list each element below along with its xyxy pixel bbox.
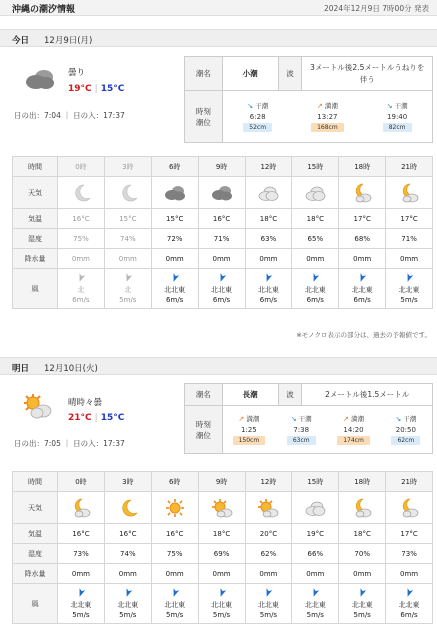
temperature-cell: 16°C [58, 524, 105, 544]
tide-event [380, 413, 432, 446]
wind-speed: 5m/s [353, 610, 371, 619]
tide-type: 満潮 [324, 102, 338, 110]
hour-cell: 15時 [292, 157, 339, 177]
issued-time: 2024年12月9日 7時00分 発表 [324, 4, 429, 13]
wind-cell [245, 584, 292, 624]
row-label: 降水量 [13, 564, 58, 584]
wind-direction-icon [76, 273, 86, 283]
precipitation-cell: 0mm [198, 564, 245, 584]
tide-type: 干潮 [298, 415, 312, 423]
temp-separator: | [94, 413, 98, 423]
row-label: 風 [13, 269, 58, 309]
weather-name: 晴時々曇 [68, 398, 103, 408]
moon-cloud-icon [398, 183, 420, 203]
hour-cell: 12時 [245, 157, 292, 177]
wind-direction: 北北東 [117, 600, 139, 609]
wind-speed: 6m/s [400, 610, 418, 619]
wind-cell [104, 584, 151, 624]
row-label: 湿度 [13, 544, 58, 564]
wave-value: 3メートル後2.5メートルうねりを伴う [302, 57, 433, 91]
wind-cell [58, 269, 105, 309]
weather-cell [151, 177, 198, 209]
wind-direction-icon [170, 588, 180, 598]
tide-event [223, 100, 293, 133]
page-title: 沖縄の潮汐情報 [12, 5, 76, 15]
humidity-cell: 71% [198, 229, 245, 249]
wind-cell [198, 269, 245, 309]
moon-cloud-icon [398, 498, 420, 518]
wind-direction-icon [76, 588, 86, 598]
row-label: 気温 [13, 209, 58, 229]
wind-cell [151, 584, 198, 624]
tide-event [293, 100, 363, 133]
wind-direction: 北北東 [211, 285, 233, 294]
weather-cell [58, 492, 105, 524]
sunset: 日の入：17:37 [73, 111, 125, 120]
tide-time: 14:20 [343, 426, 364, 434]
wind-direction: 北北東 [211, 600, 233, 609]
tide-name-label: 潮名 [185, 384, 223, 406]
wind-cell [58, 584, 105, 624]
tide-time: 6:28 [249, 113, 266, 121]
row-label: 時間 [13, 472, 58, 492]
tide-arrow-icon: ↗ [316, 102, 323, 110]
wind-direction: 北北東 [70, 600, 92, 609]
precipitation-cell: 0mm [151, 564, 198, 584]
hour-cell: 3時 [104, 157, 151, 177]
tomorrow-tide-table [184, 383, 433, 454]
wind-speed: 5m/s [119, 295, 137, 304]
wind-direction: 北北東 [164, 600, 186, 609]
tide-level: 52cm [243, 123, 272, 132]
tide-level: 62cm [391, 436, 420, 445]
precipitation-cell: 0mm [245, 249, 292, 269]
weather-cell [104, 492, 151, 524]
day-label: 今日 [12, 36, 30, 46]
weather-cell [339, 492, 386, 524]
wind-speed: 5m/s [306, 610, 324, 619]
humidity-cell: 75% [58, 229, 105, 249]
time-label: 時刻 [195, 419, 211, 429]
wind-direction: 北 [77, 285, 85, 294]
tide-event [327, 413, 379, 446]
wind-direction: 北北東 [398, 285, 420, 294]
cloud-light-icon [304, 498, 326, 518]
wind-direction-icon [263, 273, 273, 283]
page-header [0, 0, 437, 16]
sun-icon [164, 498, 186, 518]
precipitation-cell: 0mm [292, 249, 339, 269]
cloud-dark-icon [211, 183, 233, 203]
moon-cloud-icon [351, 498, 373, 518]
wind-direction-icon [217, 588, 227, 598]
tide-level: 174cm [337, 436, 370, 445]
cloud-light-icon [257, 183, 279, 203]
cloud-dark-icon [164, 183, 186, 203]
wind-speed: 6m/s [306, 295, 324, 304]
wind-direction-icon [123, 273, 133, 283]
row-label: 風 [13, 584, 58, 624]
tide-time: 7:38 [293, 426, 310, 434]
wave-value: 2メートル後1.5メートル [302, 384, 433, 406]
tomorrow-header [0, 357, 437, 375]
row-label: 湿度 [13, 229, 58, 249]
precipitation-cell: 0mm [58, 564, 105, 584]
wind-direction: 北北東 [257, 600, 279, 609]
tide-event [223, 413, 275, 446]
humidity-cell: 75% [151, 544, 198, 564]
hour-cell: 3時 [104, 472, 151, 492]
row-label: 時間 [13, 157, 58, 177]
moon-icon [117, 183, 139, 203]
tide-time: 19:40 [387, 113, 408, 121]
tide-arrow-icon: ↘ [290, 415, 297, 423]
tide-name-label: 潮名 [185, 57, 223, 91]
weather-cell [104, 177, 151, 209]
humidity-cell: 74% [104, 544, 151, 564]
moon-icon [70, 183, 92, 203]
temperature-cell: 18°C [339, 524, 386, 544]
wind-cell [292, 584, 339, 624]
moon-cloud-icon [70, 498, 92, 518]
temperature-cell: 17°C [339, 209, 386, 229]
wind-direction-icon [310, 588, 320, 598]
row-label: 天気 [13, 177, 58, 209]
wind-direction-icon [357, 588, 367, 598]
today-header [0, 29, 437, 47]
precipitation-cell: 0mm [292, 564, 339, 584]
wind-direction-icon [310, 273, 320, 283]
level-label: 潮位 [195, 430, 211, 440]
wind-speed: 5m/s [259, 610, 278, 619]
wind-cell [104, 269, 151, 309]
temperature-range [68, 84, 124, 94]
temperature-cell: 16°C [198, 209, 245, 229]
tomorrow-forecast-table [12, 471, 433, 624]
wave-label: 波 [278, 384, 302, 406]
wind-direction: 北北東 [351, 600, 373, 609]
tide-name: 長潮 [222, 384, 278, 406]
wind-cell [198, 584, 245, 624]
tide-time-level-label [185, 91, 223, 143]
wind-cell [339, 269, 386, 309]
wind-cell [386, 584, 433, 624]
tide-type: 干潮 [255, 102, 269, 110]
temperature-range [68, 413, 124, 423]
wind-direction-icon [123, 588, 133, 598]
wind-direction: 北北東 [164, 285, 186, 294]
row-label: 降水量 [13, 249, 58, 269]
humidity-cell: 73% [386, 544, 433, 564]
tide-type: 満潮 [246, 415, 260, 423]
temperature-cell: 17°C [386, 524, 433, 544]
low-temp: 15°C [100, 413, 125, 423]
wind-direction: 北北東 [304, 600, 326, 609]
tide-time-level-label [185, 406, 223, 454]
wave-label: 波 [278, 57, 302, 91]
wind-direction: 北北東 [398, 600, 420, 609]
today-tide-table [184, 56, 433, 143]
wind-speed: 6m/s [72, 295, 90, 304]
humidity-cell: 73% [58, 544, 105, 564]
humidity-cell: 65% [292, 229, 339, 249]
wind-direction: 北 [124, 285, 132, 294]
humidity-cell: 62% [245, 544, 292, 564]
humidity-cell: 68% [339, 229, 386, 249]
hour-cell: 21時 [386, 157, 433, 177]
tide-level: 82cm [383, 123, 412, 132]
temperature-cell: 16°C [104, 524, 151, 544]
temperature-cell: 15°C [151, 209, 198, 229]
cloud-light-icon [304, 183, 326, 203]
precipitation-cell: 0mm [198, 249, 245, 269]
temperature-cell: 18°C [198, 524, 245, 544]
humidity-cell: 69% [198, 544, 245, 564]
humidity-cell: 71% [386, 229, 433, 249]
temperature-cell: 18°C [245, 209, 292, 229]
wind-speed: 6m/s [166, 295, 184, 304]
hour-cell: 9時 [198, 157, 245, 177]
hour-cell: 18時 [339, 472, 386, 492]
tide-level: 63cm [287, 436, 316, 445]
tide-event [275, 413, 327, 446]
past-forecast-note: ※モノクロ表示の部分は、過去の予報値です。 [296, 331, 431, 339]
weather-cell [245, 492, 292, 524]
wind-speed: 6m/s [212, 295, 231, 304]
high-temp: 19°C [68, 84, 92, 94]
temperature-cell: 17°C [386, 209, 433, 229]
tide-arrow-icon: ↘ [395, 415, 402, 423]
wind-speed: 5m/s [212, 610, 231, 619]
wind-speed: 5m/s [72, 610, 90, 619]
wind-cell [386, 269, 433, 309]
wind-cell [339, 584, 386, 624]
wind-speed: 5m/s [119, 610, 137, 619]
tide-time: 13:27 [317, 113, 338, 121]
hour-cell: 18時 [339, 157, 386, 177]
high-temp: 21°C [68, 413, 92, 423]
temperature-cell: 16°C [151, 524, 198, 544]
temperature-cell: 15°C [104, 209, 151, 229]
hour-cell: 15時 [292, 472, 339, 492]
wind-speed: 5m/s [166, 610, 184, 619]
weather-cell [198, 177, 245, 209]
tide-event [362, 100, 432, 133]
precipitation-cell: 0mm [339, 249, 386, 269]
humidity-cell: 70% [339, 544, 386, 564]
tide-name: 小潮 [222, 57, 278, 91]
wind-direction-icon [404, 273, 414, 283]
temperature-cell: 18°C [292, 209, 339, 229]
tide-time: 20:50 [395, 426, 416, 434]
sunset: 日の入：17:37 [73, 439, 125, 448]
tide-arrow-icon: ↗ [343, 415, 349, 423]
wind-speed: 6m/s [353, 295, 371, 304]
hour-cell: 0時 [58, 157, 105, 177]
tide-type: 満潮 [350, 415, 364, 423]
temperature-cell: 19°C [292, 524, 339, 544]
precipitation-cell: 0mm [339, 564, 386, 584]
tide-type: 干潮 [403, 415, 417, 423]
hour-cell: 0時 [58, 472, 105, 492]
time-label: 時刻 [195, 106, 211, 116]
tide-arrow-icon: ↘ [386, 102, 393, 110]
weather-cell [386, 177, 433, 209]
humidity-cell: 74% [104, 229, 151, 249]
wind-direction-icon [170, 273, 180, 283]
sun-cloud-icon [211, 498, 233, 518]
weather-cell [245, 177, 292, 209]
precipitation-cell: 0mm [386, 564, 433, 584]
precipitation-cell: 0mm [386, 249, 433, 269]
day-date: 12月9日(月) [44, 36, 93, 46]
row-label: 天気 [13, 492, 58, 524]
wind-speed: 5m/s [400, 295, 418, 304]
temperature-cell: 20°C [245, 524, 292, 544]
hour-cell: 6時 [151, 157, 198, 177]
row-label: 気温 [13, 524, 58, 544]
humidity-cell: 66% [292, 544, 339, 564]
precipitation-cell: 0mm [245, 564, 292, 584]
sunrise: 日の出：7:05 [14, 439, 61, 448]
wind-direction: 北北東 [304, 285, 326, 294]
wind-direction: 北北東 [351, 285, 373, 294]
weather-cell [292, 177, 339, 209]
tide-arrow-icon: ↘ [247, 102, 254, 110]
day-label: 明日 [12, 364, 30, 374]
weather-cell [339, 177, 386, 209]
today-forecast-table [12, 156, 433, 309]
tide-arrow-icon: ↗ [238, 415, 245, 423]
wind-speed: 6m/s [259, 295, 278, 304]
weather-name: 曇り [68, 68, 86, 78]
weather-cell [292, 492, 339, 524]
moon-icon [117, 498, 139, 518]
weather-cell [198, 492, 245, 524]
temperature-cell: 16°C [58, 209, 105, 229]
wind-direction: 北北東 [257, 285, 279, 294]
sunrise: 日の出：7:04 [14, 111, 61, 120]
sun-times: 日の出：7:04 ｜ 日の入：17:37 [14, 111, 125, 120]
tide-level: 168cm [311, 123, 344, 132]
wind-direction-icon [217, 273, 227, 283]
precipitation-cell: 0mm [104, 249, 151, 269]
precipitation-cell: 0mm [104, 564, 151, 584]
precipitation-cell: 0mm [58, 249, 105, 269]
weather-cell [386, 492, 433, 524]
sun-cloud-icon [257, 498, 279, 518]
sun-cloud-icon [22, 392, 54, 422]
tide-level: 150cm [233, 436, 266, 445]
hour-cell: 6時 [151, 472, 198, 492]
tide-events [222, 91, 432, 143]
day-date: 12月10日(火) [44, 364, 98, 374]
wind-direction-icon [404, 588, 414, 598]
moon-cloud-icon [351, 183, 373, 203]
tide-events [222, 406, 432, 454]
wind-cell [292, 269, 339, 309]
wind-direction-icon [263, 588, 273, 598]
weather-cell [151, 492, 198, 524]
wind-direction-icon [357, 273, 367, 283]
hour-cell: 9時 [198, 472, 245, 492]
humidity-cell: 63% [245, 229, 292, 249]
level-label: 潮位 [195, 117, 211, 127]
temp-separator: | [94, 84, 98, 94]
hour-cell: 12時 [245, 472, 292, 492]
precipitation-cell: 0mm [151, 249, 198, 269]
sun-times: 日の出：7:05 ｜ 日の入：17:37 [14, 439, 125, 448]
low-temp: 15°C [100, 84, 125, 94]
weather-cell [58, 177, 105, 209]
wind-cell [151, 269, 198, 309]
humidity-cell: 72% [151, 229, 198, 249]
tide-time: 1:25 [241, 426, 257, 434]
cloud-icon [24, 64, 56, 94]
hour-cell: 21時 [386, 472, 433, 492]
wind-cell [245, 269, 292, 309]
tide-type: 干潮 [394, 102, 408, 110]
